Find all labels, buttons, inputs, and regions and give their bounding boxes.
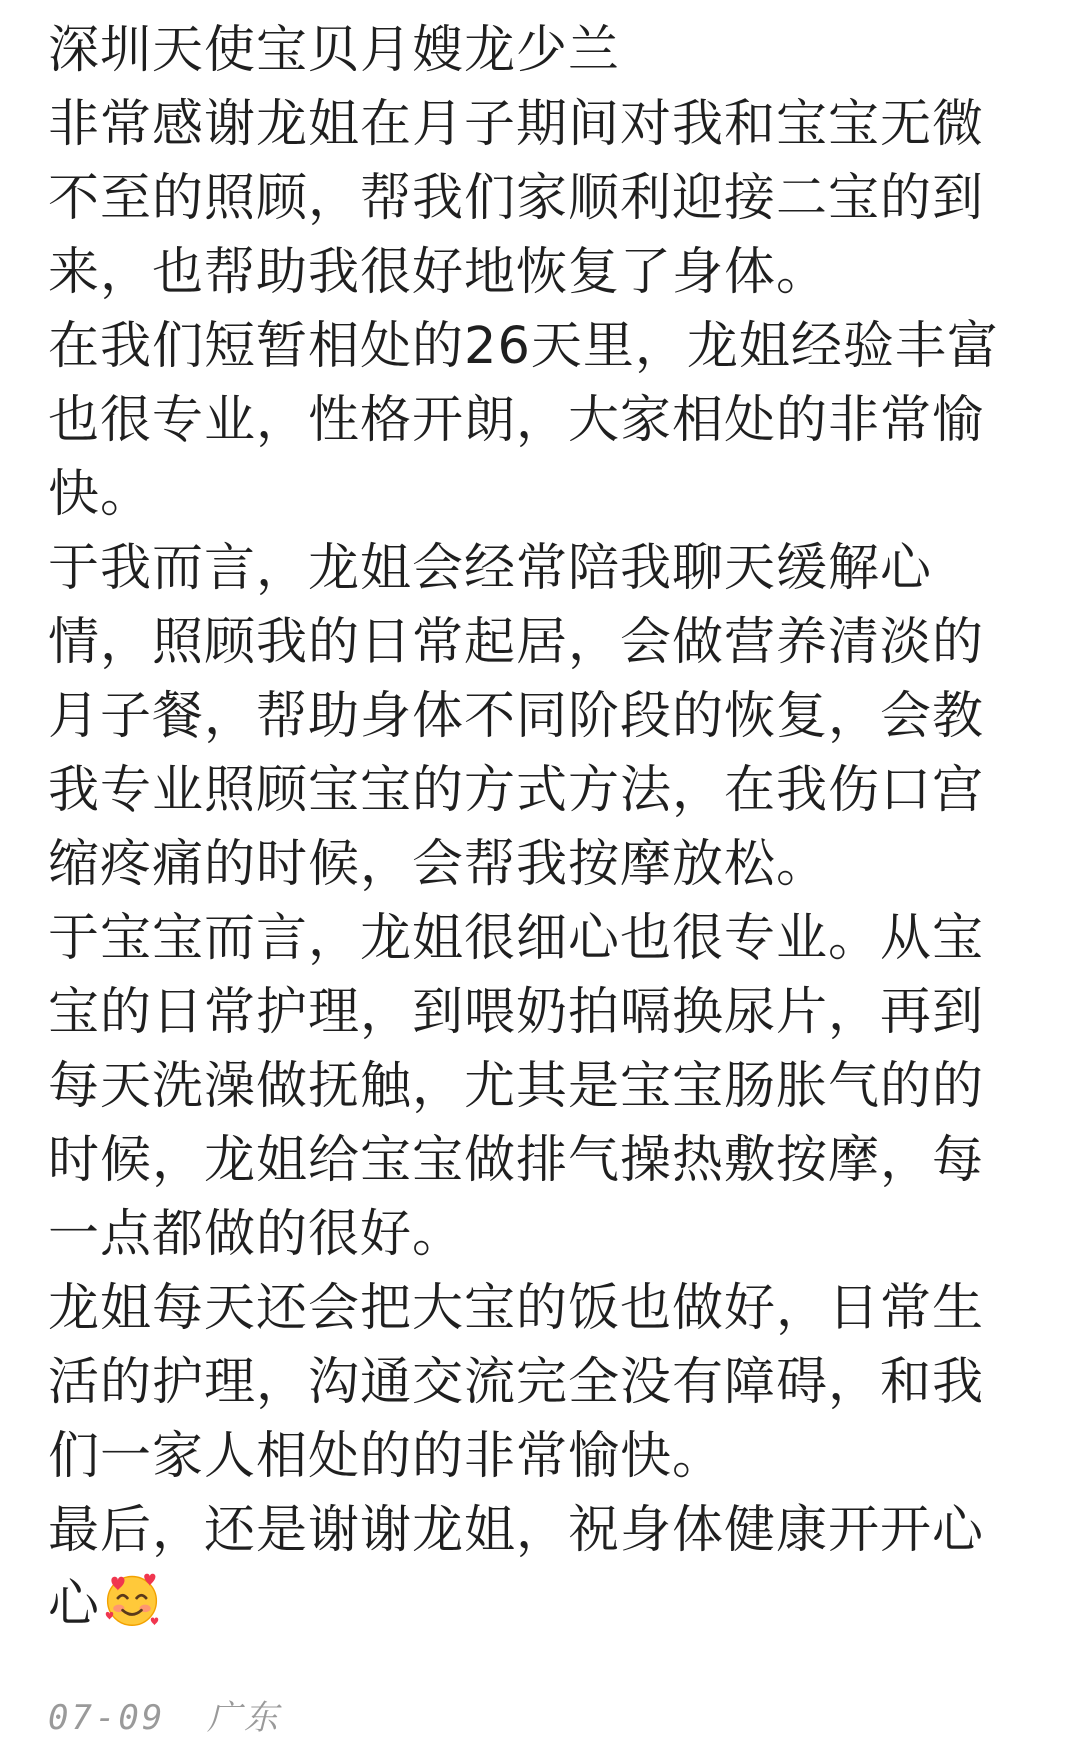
post-paragraph: 于宝宝而言，龙姐很细心也很专业。从宝宝的日常护理，到喂奶拍嗝换尿片，再到每天洗澡做抚触，尤其是宝宝肠胀气的的时候，龙姐给宝宝做排气操热敷按摩，每一点都做的很好。 (48, 909, 985, 1264)
post-date: 07-09 (48, 1698, 166, 1738)
post-title: 深圳天使宝贝月嫂龙少兰 (48, 21, 621, 80)
post-paragraph-last (48, 1494, 1013, 1642)
post-location: 广东 (206, 1698, 281, 1738)
post-paragraph: 龙姐每天还会把大宝的饭也做好，日常生活的护理，沟通交流完全没有障碍，和我们一家人相处的的非常愉快。 (48, 1279, 985, 1486)
post-paragraph: 非常感谢龙姐在月子期间对我和宝宝无微不至的照顾，帮我们家顺利迎接二宝的到来，也帮助我很好地恢复了身体。 (48, 95, 985, 302)
post-paragraph: 于我而言，龙姐会经常陪我聊天缓解心情，照顾我的日常起居，会做营养清淡的月子餐，帮助身体不同阶段的恢复，会教我专业照顾宝宝的方式方法，在我伤口宫缩疼痛的时候，会帮我按摩放松。 (48, 539, 985, 894)
closing-text: 最后，还是谢谢龙姐，祝身体健康开开心心 (48, 1501, 985, 1634)
post-content (48, 14, 1013, 1642)
post-body (48, 14, 1013, 1642)
post-meta (48, 1690, 299, 1739)
post-paragraph: 在我们短暂相处的26天里，龙姐经验丰富也很专业，性格开朗，大家相处的非常愉快。 (48, 317, 999, 524)
smiling-face-with-hearts-icon (102, 1569, 162, 1629)
